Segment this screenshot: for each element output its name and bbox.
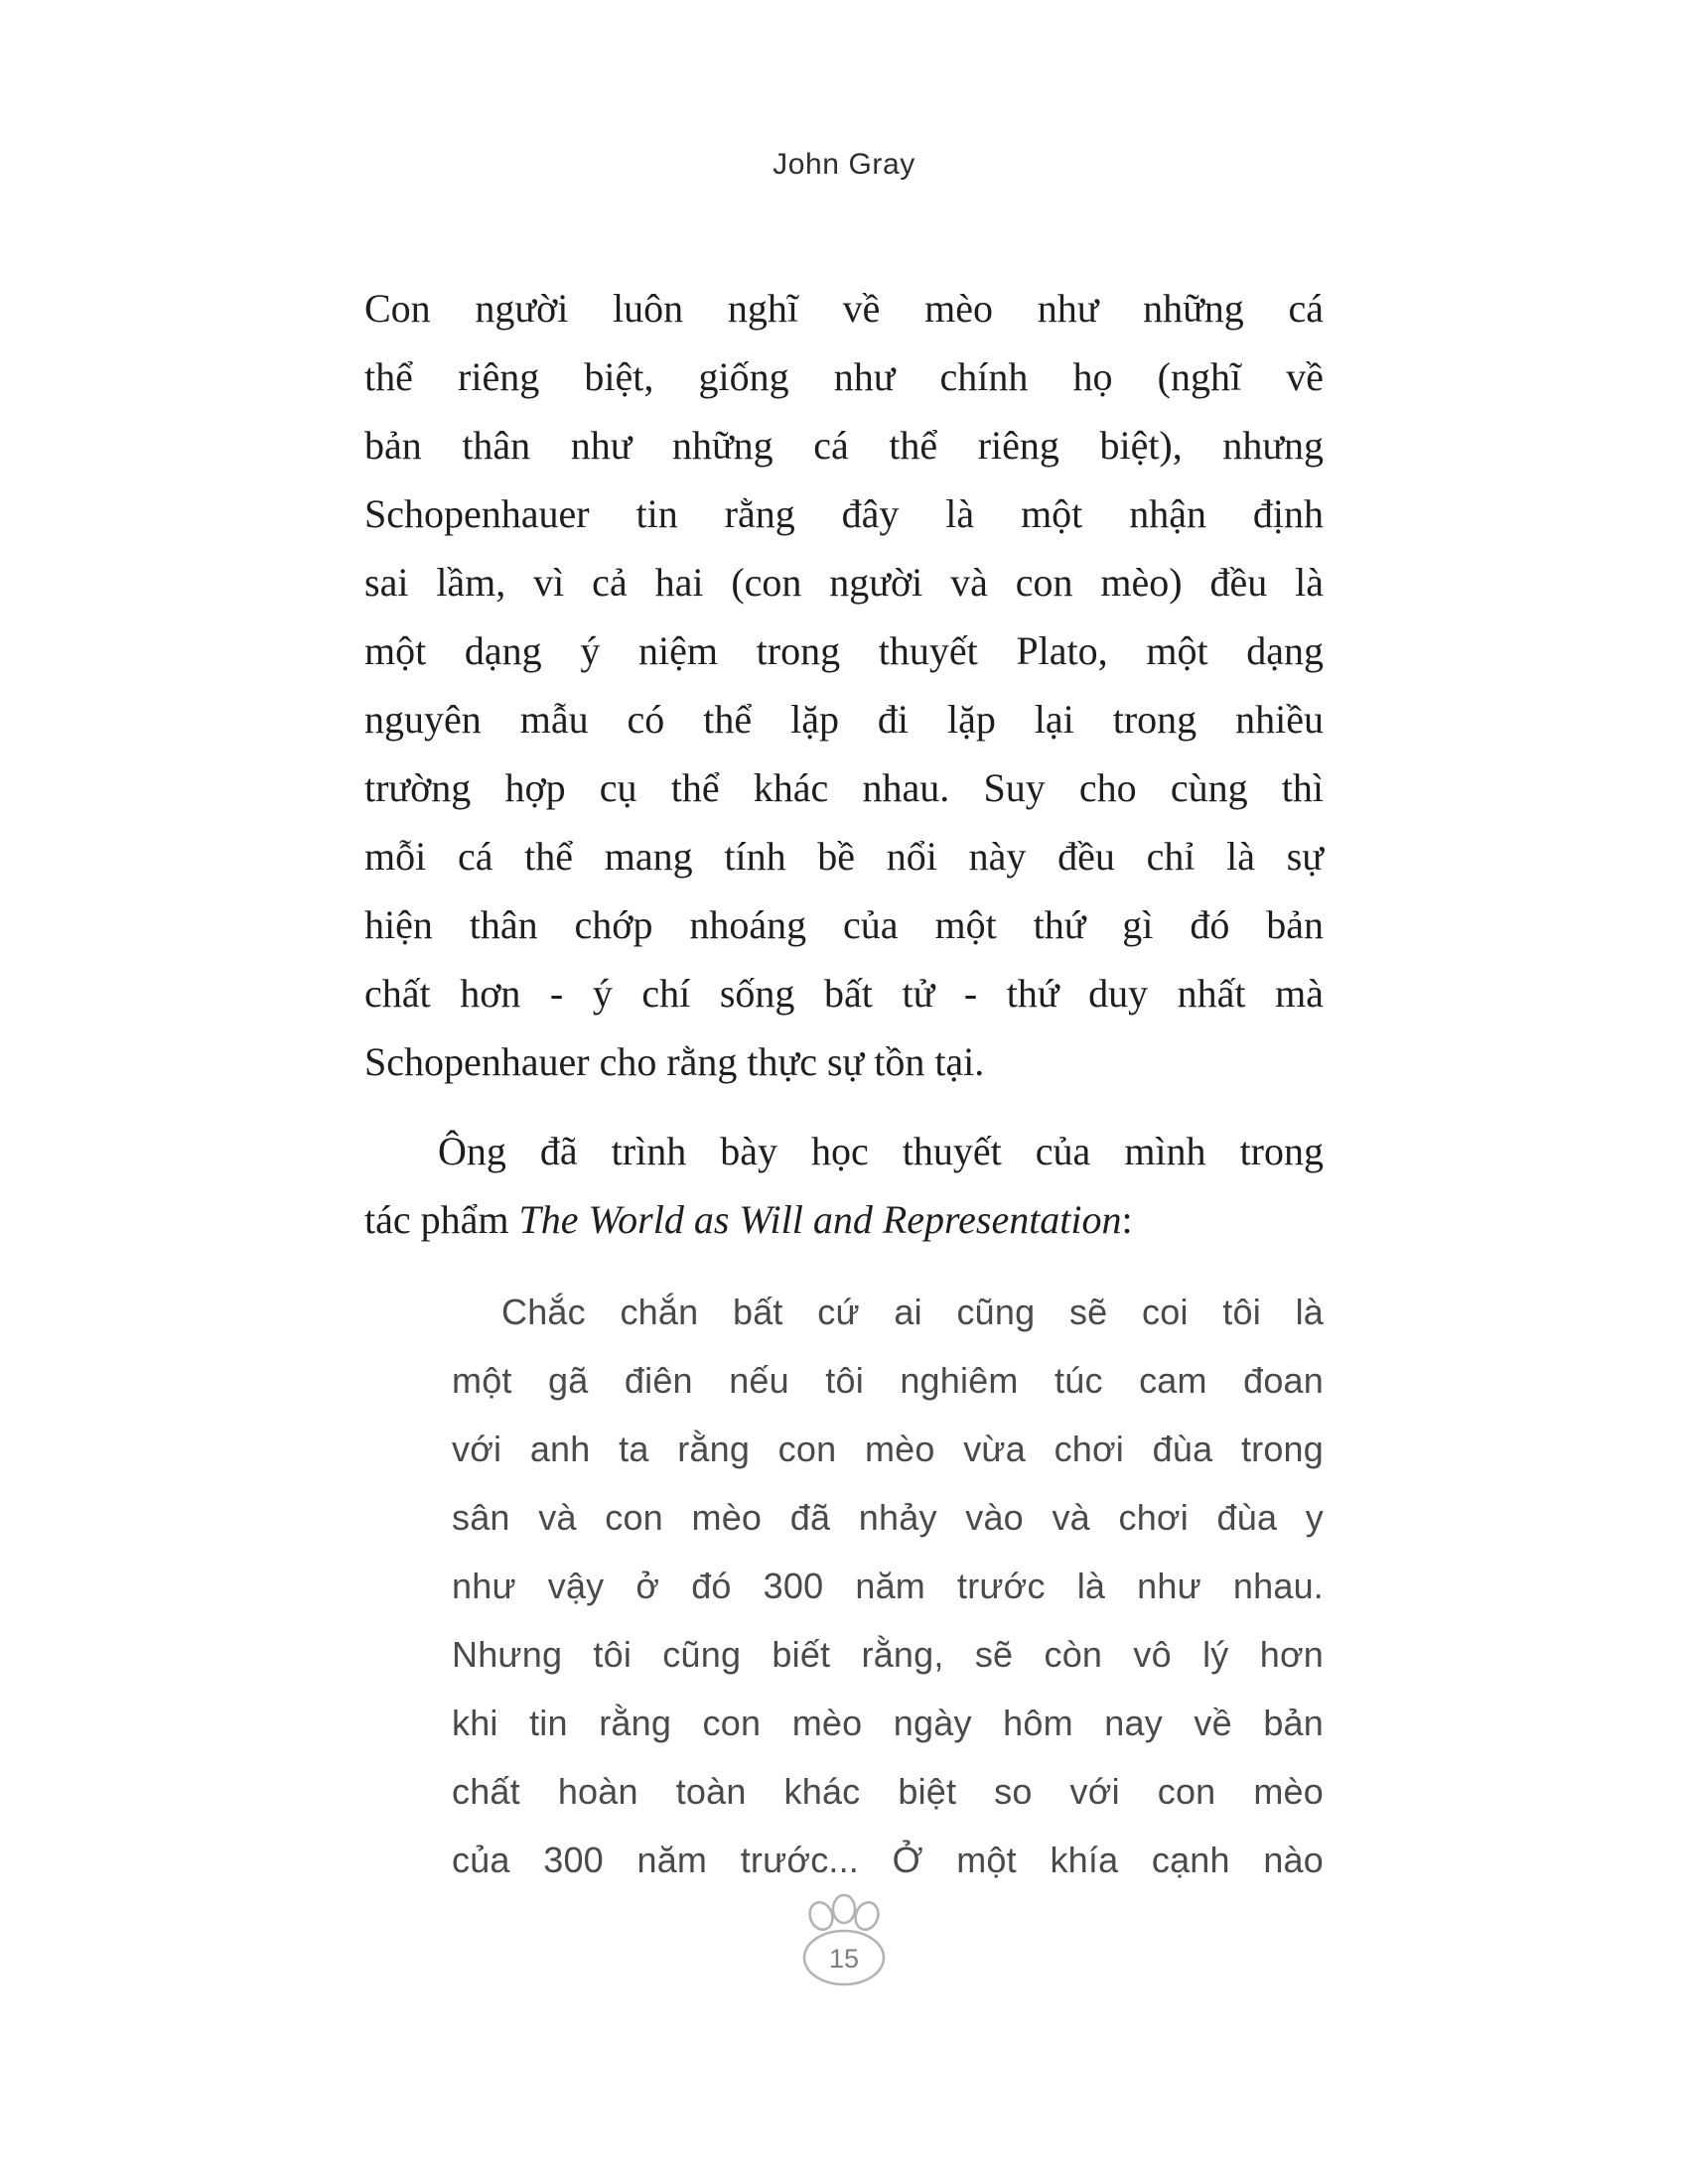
text-line: bản thân như những cá thể riêng biệt), nhưng (364, 423, 1324, 468)
text-line: sai lầm, vì cả hai (con người và con mèo) đều là (364, 560, 1324, 605)
text-line: trường hợp cụ thể khác nhau. Suy cho cùng thì (364, 765, 1324, 810)
text-line: chất hơn - ý chí sống bất tử - thứ duy nhất mà (364, 971, 1324, 1016)
text-line: Schopenhauer tin rằng đây là một nhận định (364, 491, 1324, 536)
quote-line: của 300 năm trước... Ở một khía cạnh nào (452, 1840, 1324, 1880)
text-line: mỗi cá thể mang tính bề nổi này đều chỉ là sự (364, 834, 1324, 879)
quote-line: như vậy ở đó 300 năm trước là như nhau. (452, 1566, 1324, 1606)
text-column (364, 274, 1324, 1894)
text-segment: : (1121, 1197, 1133, 1242)
paw-toe-left (806, 1899, 836, 1933)
text-line: Ông đã trình bày học thuyết của mình trong (438, 1129, 1324, 1173)
text-line: hiện thân chớp nhoáng của một thứ gì đó bản (364, 902, 1324, 947)
blockquote (364, 1278, 1324, 1894)
text-line: thể riêng biệt, giống như chính họ (nghĩ về (364, 354, 1324, 399)
page-number: 15 (828, 1944, 860, 1974)
paragraph-main (364, 274, 1324, 1096)
quote-line: một gã điên nếu tôi nghiêm túc cam đoan (452, 1360, 1324, 1401)
paw-toe-middle (833, 1895, 855, 1923)
text-line: nguyên mẫu có thể lặp đi lặp lại trong nhiều (364, 697, 1324, 742)
book-title-italic: The World as Will and Representation (518, 1197, 1122, 1242)
quote-line: Nhưng tôi cũng biết rằng, sẽ còn vô lý hơn (452, 1634, 1324, 1675)
text-line (364, 1185, 1324, 1254)
paw-print-icon (778, 1894, 910, 1991)
quote-line: với anh ta rằng con mèo vừa chơi đùa trong (452, 1429, 1324, 1469)
quote-line: khi tin rằng con mèo ngày hôm nay về bản (452, 1703, 1324, 1743)
text-line: một dạng ý niệm trong thuyết Plato, một dạng (364, 628, 1324, 673)
text-line: Schopenhauer cho rằng thực sự tồn tại. (364, 1039, 985, 1084)
quote-line: chất hoàn toàn khác biệt so với con mèo (452, 1771, 1324, 1812)
page-footer (0, 1894, 1688, 1996)
running-header-author: John Gray (773, 148, 915, 181)
quote-line: Chắc chắn bất cứ ai cũng sẽ coi tôi là (501, 1292, 1324, 1332)
text-segment: tác phẩm (364, 1197, 519, 1242)
paragraph-intro-quote (364, 1117, 1324, 1254)
paw-toe-right (852, 1899, 882, 1933)
text-line: Con người luôn nghĩ về mèo như những cá (364, 286, 1324, 331)
quote-line: sân và con mèo đã nhảy vào và chơi đùa y (452, 1497, 1324, 1538)
